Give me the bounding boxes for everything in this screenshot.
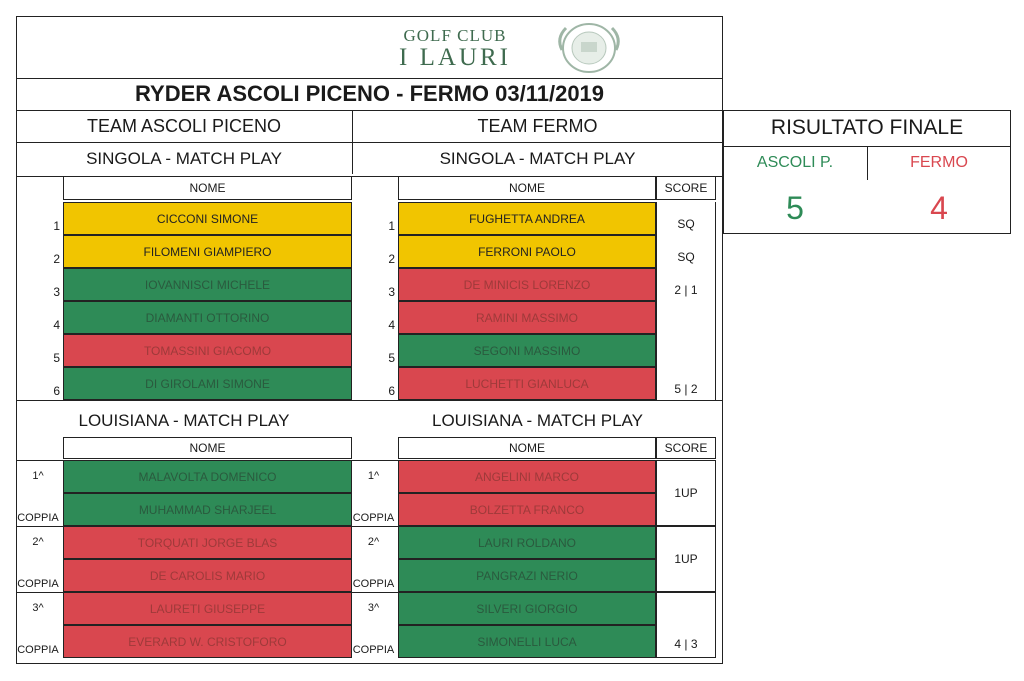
pair-score: 1UP xyxy=(656,526,716,592)
result-title: RISULTATO FINALE xyxy=(770,116,964,139)
player-name: IOVANNISCI MICHELE xyxy=(63,268,352,301)
player-name: LAURETI GIUSEPPE xyxy=(63,592,352,625)
match-score: 2 | 1 xyxy=(656,268,716,301)
player-name: PANGRAZI NERIO xyxy=(398,559,656,592)
pair-label: COPPIA xyxy=(352,644,395,656)
player-name: TORQUATI JORGE BLAS xyxy=(63,526,352,559)
pair-label: COPPIA xyxy=(17,512,59,524)
row-number: 1 xyxy=(53,219,60,233)
player-name: DE CAROLIS MARIO xyxy=(63,559,352,592)
pair-label: COPPIA xyxy=(17,578,59,590)
row-number: 4 xyxy=(53,318,60,332)
match-score: SQ xyxy=(656,202,716,235)
pair-number: 3^ xyxy=(32,601,44,614)
result-left-team: ASCOLI P. xyxy=(756,154,834,171)
singola-right-col-nome: NOME xyxy=(398,176,656,200)
pair-label: COPPIA xyxy=(352,512,395,524)
louisiana-right-heading: LOUISIANA - MATCH PLAY xyxy=(432,411,643,430)
row-number: 5 xyxy=(53,351,60,365)
pair-number: 2^ xyxy=(367,535,380,548)
result-left-score: 5 xyxy=(786,189,804,226)
player-name: SILVERI GIORGIO xyxy=(398,592,656,625)
player-name: CICCONI SIMONE xyxy=(63,202,352,235)
page-title: RYDER ASCOLI PICENO - FERMO 03/11/2019 xyxy=(134,81,605,106)
singola-left-heading: SINGOLA - MATCH PLAY xyxy=(86,149,282,168)
player-name: BOLZETTA FRANCO xyxy=(398,493,656,526)
match-score xyxy=(656,334,716,367)
player-name: DIAMANTI OTTORINO xyxy=(63,301,352,334)
result-right-score: 4 xyxy=(930,189,948,226)
singola-col-score: SCORE xyxy=(656,176,716,200)
row-number: 1 xyxy=(388,219,395,233)
player-name: DE MINICIS LORENZO xyxy=(398,268,656,301)
player-name: RAMINI MASSIMO xyxy=(398,301,656,334)
row-number: 4 xyxy=(388,318,395,332)
row-number: 2 xyxy=(388,252,395,266)
pair-number: 1^ xyxy=(32,469,44,482)
row-number: 2 xyxy=(53,252,60,266)
player-name: DI GIROLAMI SIMONE xyxy=(63,367,352,400)
player-name: FERRONI PAOLO xyxy=(398,235,656,268)
match-score: SQ xyxy=(656,235,716,268)
row-number: 5 xyxy=(388,351,395,365)
player-name: FUGHETTA ANDREA xyxy=(398,202,656,235)
player-name: LUCHETTI GIANLUCA xyxy=(398,367,656,400)
row-number: 3 xyxy=(388,285,395,299)
row-number: 6 xyxy=(53,384,60,398)
club-logo xyxy=(360,20,640,76)
row-number: 3 xyxy=(53,285,60,299)
singola-right-heading: SINGOLA - MATCH PLAY xyxy=(439,149,636,168)
player-name: SIMONELLI LUCA xyxy=(398,625,656,658)
singola-left-col-nome: NOME xyxy=(63,176,352,200)
pair-label: COPPIA xyxy=(17,644,59,656)
player-name: TOMASSINI GIACOMO xyxy=(63,334,352,367)
player-name: LAURI ROLDANO xyxy=(398,526,656,559)
player-name: EVERARD W. CRISTOFORO xyxy=(63,625,352,658)
louisiana-left-heading: LOUISIANA - MATCH PLAY xyxy=(78,411,290,430)
pair-label: COPPIA xyxy=(352,578,395,590)
louisiana-col-score: SCORE xyxy=(656,437,716,459)
pair-number: 1^ xyxy=(367,469,380,482)
row-number: 6 xyxy=(388,384,395,398)
louisiana-right-col-nome: NOME xyxy=(398,437,656,459)
pair-score: 4 | 3 xyxy=(656,592,716,658)
player-name: SEGONI MASSIMO xyxy=(398,334,656,367)
logo-line1: GOLF CLUB xyxy=(403,26,507,45)
player-name: ANGELINI MARCO xyxy=(398,460,656,493)
player-name: MUHAMMAD SHARJEEL xyxy=(63,493,352,526)
team-right-heading: TEAM FERMO xyxy=(477,115,598,136)
pair-number: 3^ xyxy=(367,601,380,614)
laurel-crest-icon xyxy=(548,20,630,76)
player-name: FILOMENI GIAMPIERO xyxy=(63,235,352,268)
louisiana-left-col-nome: NOME xyxy=(63,437,352,459)
match-score xyxy=(656,301,716,334)
player-name: MALAVOLTA DOMENICO xyxy=(63,460,352,493)
match-score: 5 | 2 xyxy=(656,367,716,400)
result-right-team: FERMO xyxy=(910,154,968,171)
logo-line2: I LAURI xyxy=(399,44,511,71)
pair-score: 1UP xyxy=(656,460,716,526)
pair-number: 2^ xyxy=(32,535,44,548)
team-left-heading: TEAM ASCOLI PICENO xyxy=(86,115,282,136)
